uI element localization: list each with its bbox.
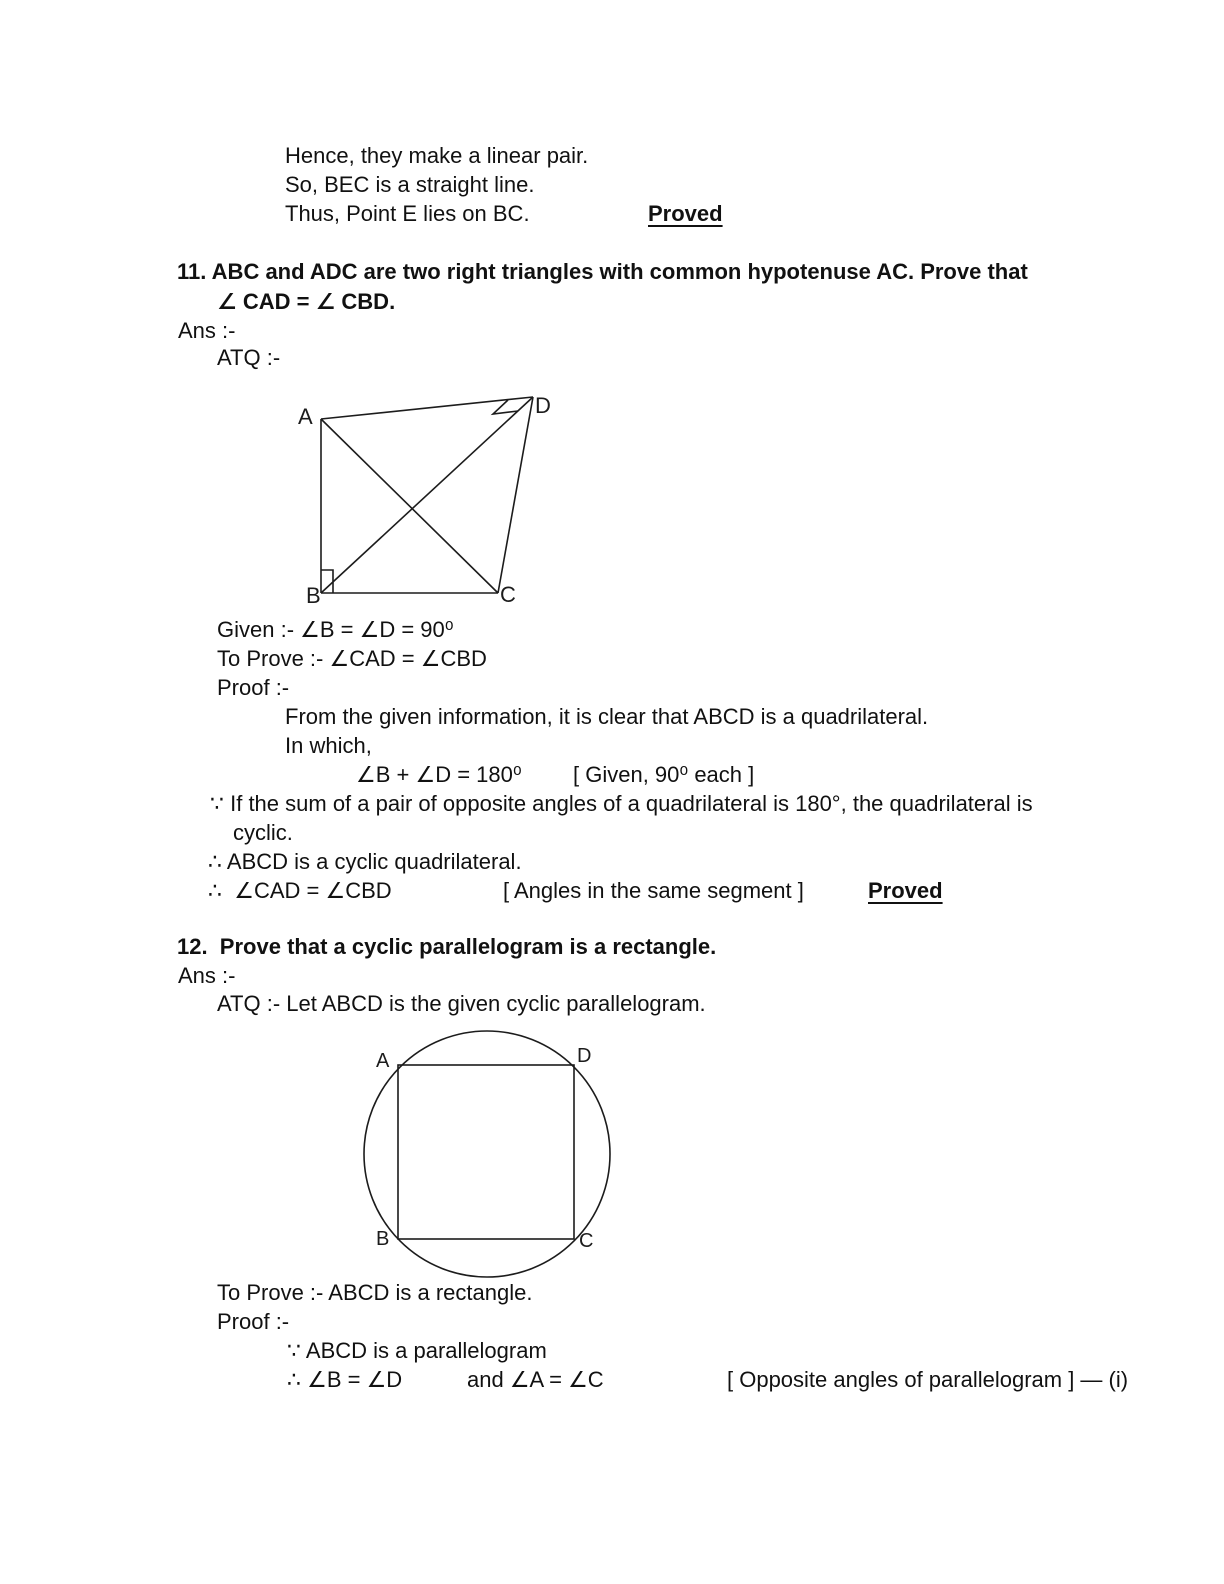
- diagonal-bd: [321, 397, 533, 593]
- quadrilateral-abcd-figure: [270, 380, 580, 615]
- q11-reason-line-2: cyclic.: [233, 820, 293, 845]
- q12-proof-label: Proof :-: [217, 1309, 290, 1334]
- right-angle-mark-b: [321, 570, 333, 593]
- diagonal-ac: [321, 419, 498, 593]
- intro-proved-label: Proved: [648, 201, 723, 226]
- q12-proof-line-2-part-1: ∴ ∠B = ∠D: [287, 1367, 403, 1392]
- cyclic-parallelogram-figure: [357, 1025, 617, 1285]
- q11-equation: ∠B + ∠D = 180⁰: [356, 762, 522, 787]
- vertex-label-b: B: [376, 1228, 390, 1250]
- question-11-heading-line-2: ∠ CAD = ∠ CBD.: [217, 289, 396, 314]
- edge-ad: [321, 397, 533, 419]
- q11-atq-label: ATQ :-: [217, 345, 281, 370]
- q11-proof-line-2: In which,: [285, 733, 372, 758]
- intro-line-3: Thus, Point E lies on BC.: [285, 201, 530, 226]
- q12-to-prove-line: To Prove :- ABCD is a rectangle.: [217, 1280, 533, 1305]
- vertex-label-d: D: [577, 1045, 592, 1067]
- vertex-label-d: D: [535, 393, 551, 418]
- q12-atq-line: ATQ :- Let ABCD is the given cyclic parallelogram.: [217, 991, 706, 1016]
- q11-reason-line-1: ∵ If the sum of a pair of opposite angles of a quadrilateral is 180°, the quadrilateral is: [210, 791, 1033, 816]
- q11-proved-label: Proved: [868, 878, 943, 903]
- vertex-label-a: A: [376, 1050, 390, 1072]
- circumscribed-circle: [364, 1031, 610, 1277]
- edge-cd: [498, 397, 533, 593]
- right-angle-mark-d: [493, 400, 518, 414]
- vertex-label-c: C: [579, 1230, 594, 1252]
- q11-conclusion-2: ∴ ∠CAD = ∠CBD: [208, 878, 392, 903]
- q11-given-line: Given :- ∠B = ∠D = 90⁰: [217, 617, 454, 642]
- q11-ans-label: Ans :-: [178, 318, 236, 343]
- q11-proof-line-1: From the given information, it is clear that ABCD is a quadrilateral.: [285, 704, 929, 729]
- question-11-heading-line-1: 11. ABC and ADC are two right triangles with common hypotenuse AC. Prove that: [177, 259, 1028, 284]
- q11-conclusion-1: ∴ ABCD is a cyclic quadrilateral.: [208, 849, 522, 874]
- intro-line-2: So, BEC is a straight line.: [285, 172, 535, 197]
- intro-line-1: Hence, they make a linear pair.: [285, 143, 589, 168]
- q11-to-prove-line: To Prove :- ∠CAD = ∠CBD: [217, 646, 487, 671]
- parallelogram-abcd: [398, 1065, 574, 1239]
- q11-conclusion-2-reason: [ Angles in the same segment ]: [503, 878, 804, 903]
- q11-proof-label: Proof :-: [217, 675, 290, 700]
- q12-ans-label: Ans :-: [178, 963, 236, 988]
- vertex-label-c: C: [500, 582, 516, 607]
- vertex-label-b: B: [306, 583, 321, 608]
- question-12-heading: 12. Prove that a cyclic parallelogram is a rectangle.: [177, 934, 717, 959]
- vertex-label-a: A: [298, 404, 313, 429]
- q12-proof-line-1: ∵ ABCD is a parallelogram: [287, 1338, 547, 1363]
- q12-proof-line-2-reason: [ Opposite angles of parallelogram ] — (i): [727, 1367, 1129, 1392]
- q11-equation-reason: [ Given, 90⁰ each ]: [573, 762, 755, 787]
- q12-proof-line-2-part-2: and ∠A = ∠C: [467, 1367, 604, 1392]
